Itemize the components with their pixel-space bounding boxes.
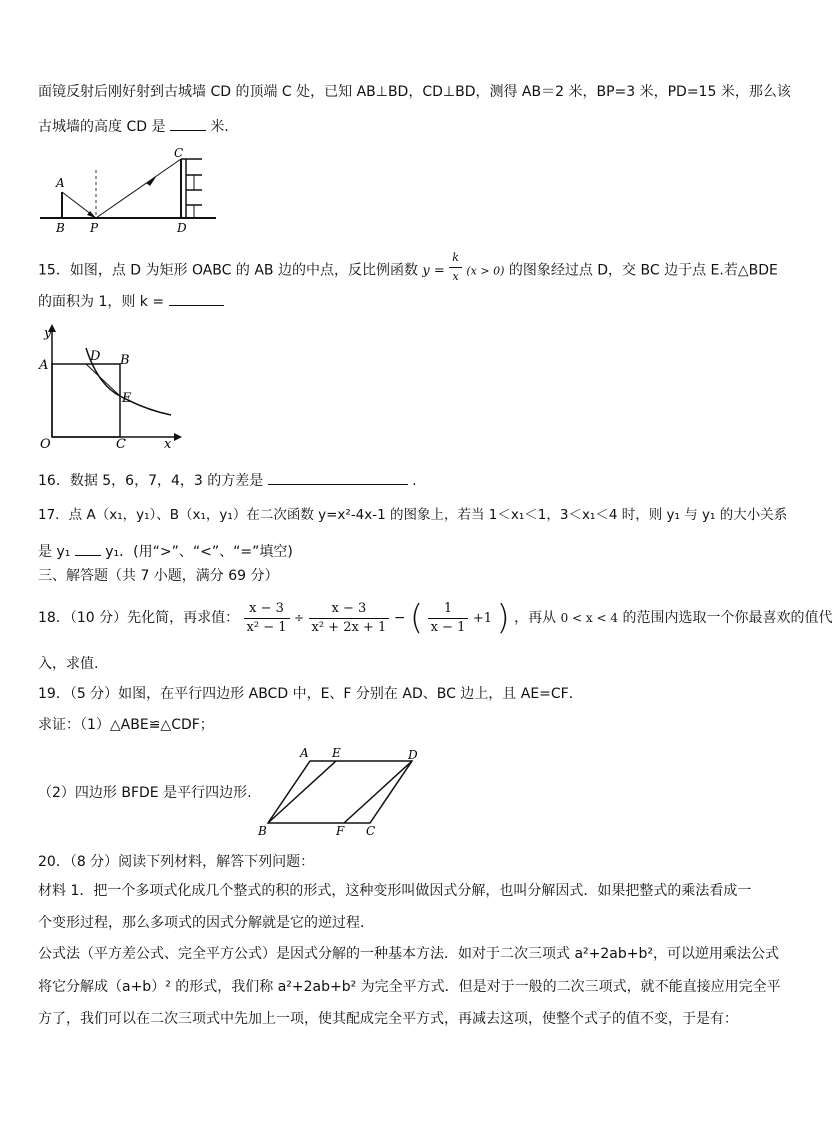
fig15-label-D: D: [90, 349, 101, 364]
q15-text-line1a: 15．如图，点 D 为矩形 OABC 的 AB 边的中点，反比例函数: [38, 262, 418, 279]
fig19-label-C: C: [366, 824, 376, 838]
q20-text-line6: 方了，我们可以在二次三项式中先加上一项，使其配成完全平方式，再减去这项，使整个式子的值不变，于是有：: [38, 1011, 738, 1027]
q16-text-a: 16．数据 5，6，7，4，3 的方差是: [38, 473, 264, 489]
q18-plus-one: +1: [472, 611, 492, 626]
q15-text-line1: [38, 251, 778, 286]
fig14-label-B: B: [56, 221, 65, 235]
fig15-label-O: O: [40, 437, 51, 452]
q15-text-line2-label: 的面积为 1，则 k =: [38, 294, 165, 310]
q19-text-line3: （2）四边形 BFDE 是平行四边形.: [38, 785, 252, 801]
q20-text-line2: 材料 1．把一个多项式化成几个整式的积的形式，这种变形叫做因式分解，也叫分解因式．如果把整式的乘法看成一: [38, 883, 752, 899]
q18-left-paren: (: [409, 598, 424, 638]
q18-range: 0 < x < 4: [560, 611, 619, 625]
q14-answer-blank[interactable]: [170, 116, 206, 131]
fig15-label-E: E: [122, 391, 132, 406]
fig14-label-C: C: [174, 146, 184, 160]
q18-text-line1: [38, 596, 832, 640]
q18-fraction-2-num: x − 3: [331, 600, 367, 616]
q18-text-c: 的范围内选取一个你最喜欢的值代: [622, 610, 832, 626]
q18-text-a: 18．（10 分）先化简，再求值：: [38, 610, 240, 626]
q20-text-line5: 将它分解成（a+b）² 的形式，我们称 a²+2ab+b² 为完全平方式．但是对于一般的二次三项式，就不能直接应用完全平: [38, 979, 781, 995]
figure-q15-rectangle-hyperbola: [36, 320, 186, 452]
q16-text-b: .: [412, 473, 417, 489]
q18-div-sign: ÷: [293, 611, 305, 625]
q17-text-line2b: y₁．(用“>”、“<”、“=”填空): [105, 544, 293, 560]
q20-text-line3: 个变形过程，那么多项式的因式分解就是它的逆过程．: [38, 915, 374, 931]
fig19-label-E: E: [332, 746, 341, 760]
q14-text-line2a: 古城墙的高度 CD 是: [38, 119, 166, 135]
q15-func-y: y =: [422, 263, 445, 279]
q15-func-fraction: [449, 249, 462, 286]
q18-text-line2: 入，求值.: [38, 656, 99, 672]
fig14-label-D: D: [177, 221, 187, 235]
fig15-label-x: x: [164, 437, 172, 452]
q18-right-paren: ): [496, 598, 510, 638]
q17-text-line1: 17．点 A（x₁，y₁）、B（x₁，y₁）在二次函数 y=x²-4x-1 的图象上，若当 1＜x₁＜1，3＜x₁＜4 时，则 y₁ 与 y₁ 的大小关系: [38, 507, 788, 523]
q18-fraction-2-den: x² + 2x + 1: [309, 618, 390, 637]
q20-text-line4: 公式法（平方差公式、完全平方公式）是因式分解的一种基本方法．如对于二次三项式 a²+2ab+b²，可以逆用乘法公式: [38, 946, 779, 962]
fig19-label-A: A: [300, 746, 309, 760]
fig14-label-P: P: [90, 221, 99, 235]
q16-answer-blank[interactable]: [268, 470, 408, 485]
q18-text-b: ，再从: [514, 610, 557, 626]
q15-text-line1b: 的图象经过点 D，交 BC 边于点 E.若△BDE: [508, 262, 778, 279]
q15-func-cond: (x > 0): [466, 264, 505, 278]
fig19-label-D: D: [408, 748, 418, 762]
q18-fraction-3-num: 1: [443, 600, 453, 616]
q14-text-line2: [38, 116, 238, 136]
q17-answer-blank[interactable]: [75, 541, 101, 556]
fig15-label-y: y: [44, 326, 52, 341]
q17-text-line2a: 是 y₁: [38, 544, 71, 560]
fig15-label-A: A: [39, 358, 49, 373]
fig19-label-F: F: [336, 824, 345, 838]
fig15-label-B: B: [120, 353, 130, 368]
q18-fraction-1: [244, 600, 290, 637]
q19-text-line2: 求证：（1）△ABE≌△CDF；: [38, 717, 214, 733]
q16-text: [38, 470, 417, 490]
q18-fraction-2: [309, 600, 390, 637]
fig15-label-C: C: [116, 437, 126, 452]
figure-q14-mirror-reflection: [36, 145, 226, 237]
q19-text-line1: 19．（5 分）如图，在平行四边形 ABCD 中，E、F 分别在 AD、BC 边上，且 AE=CF．: [38, 686, 583, 702]
fig14-label-A: A: [56, 176, 65, 190]
q18-fraction-1-den: x² − 1: [244, 618, 290, 637]
q15-answer-blank[interactable]: [169, 291, 224, 306]
q15-func-k: k: [452, 251, 459, 264]
q18-minus-sign: −: [393, 610, 406, 626]
figure-q19-parallelogram: [252, 745, 427, 840]
q17-text-line2: [38, 541, 293, 561]
q15-text-line2: [38, 291, 224, 311]
q20-text-line1: 20．（8 分）阅读下列材料，解答下列问题：: [38, 854, 315, 870]
q18-fraction-3: [428, 600, 469, 637]
q14-text-line2b: 米．: [210, 119, 239, 135]
q18-fraction-1-num: x − 3: [249, 600, 284, 616]
section-3-heading: 三、解答题（共 7 小题，满分 69 分）: [38, 568, 279, 584]
fig19-label-B: B: [258, 824, 267, 838]
q15-func-x: x: [449, 267, 462, 286]
q14-text-line1: 面镜反射后刚好射到古城墙 CD 的顶端 C 处，已知 AB⊥BD，CD⊥BD，测得 AB＝2 米，BP=3 米，PD=15 米，那么该: [38, 84, 791, 100]
q18-fraction-3-den: x − 1: [428, 618, 469, 637]
